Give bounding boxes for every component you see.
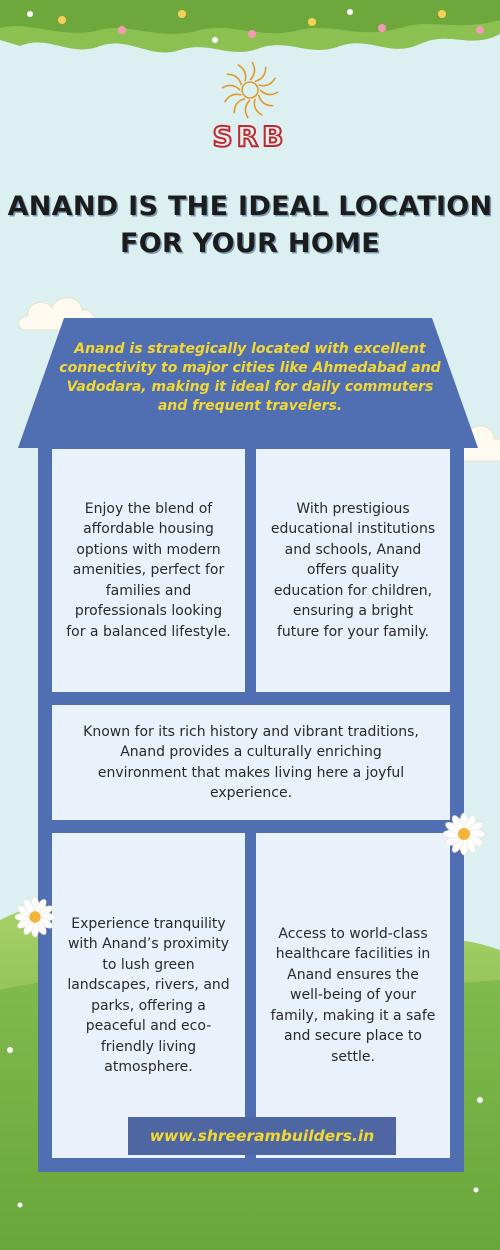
daisy-flower-icon [442,812,486,856]
sun-logo-icon [220,60,280,120]
panel-education: With prestigious educational institutions and schools, Anand offers quality education for children, ensuring a bright future for your family. [256,449,450,692]
brand-logo [198,118,302,154]
panel-affordable-housing: Enjoy the blend of affordable housing options with modern amenities, perfect for families and professionals looking for a balanced lifestyle. [52,449,245,692]
daisy-flower-icon [14,896,56,938]
website-link[interactable]: www.shreerambuilders.in [128,1117,396,1155]
foliage-border-icon [0,0,500,62]
panel-nature: Experience tranquility with Anand’s proximity to lush green landscapes, rivers, and parks, offering a peaceful and eco-friendly living atmosphere. [52,833,245,1158]
svg-text:SRB: SRB [212,120,288,153]
page-title: ANAND IS THE IDEAL LOCATION FOR YOUR HOME [7,191,493,259]
panel-healthcare: Access to world-class healthcare facilities in Anand ensures the well-being of your family, making it a safe and secure place to settle. [256,833,450,1158]
panel-culture: Known for its rich history and vibrant traditions, Anand provides a culturally enriching environment that makes living here a joyful experience. [52,705,450,820]
roof-text: Anand is strategically located with excellent connectivity to major cities like Ahmedabad and Vadodara, making it ideal for daily commuters and frequent travelers. [59,341,441,414]
